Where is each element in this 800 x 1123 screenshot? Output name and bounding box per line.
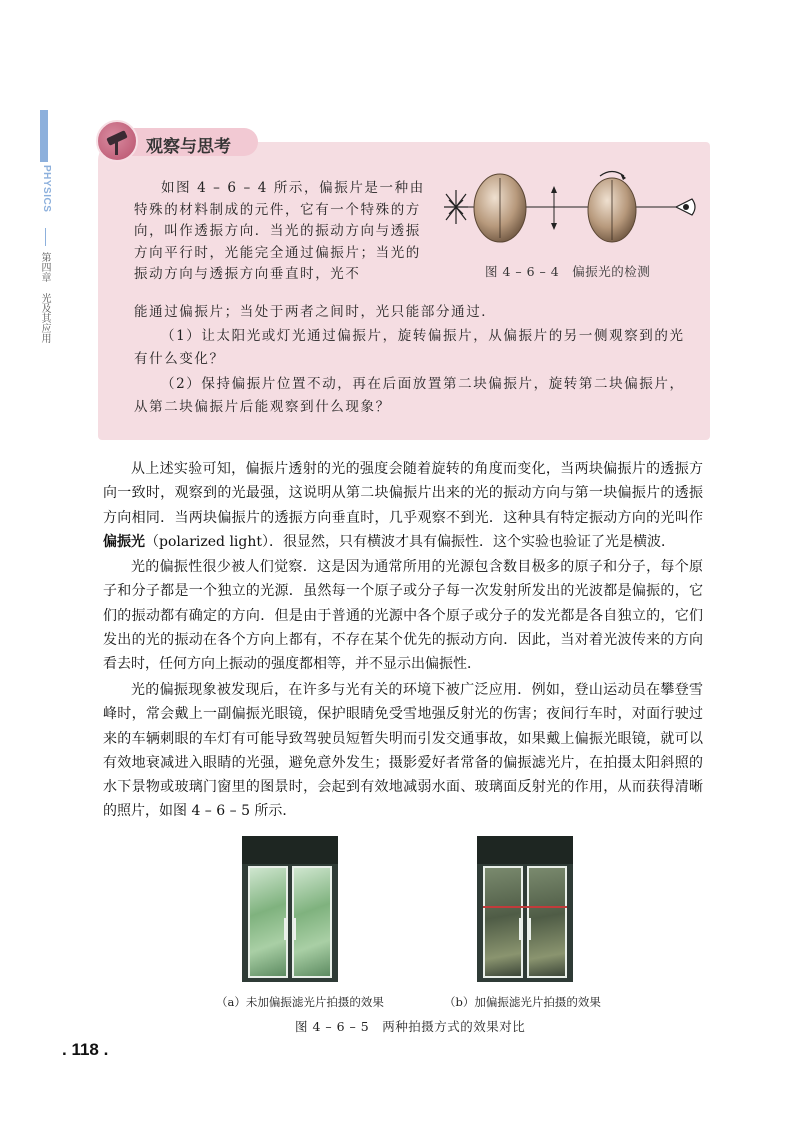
body-paragraph-3 (103, 678, 703, 824)
figure-4-6-5-caption: 图 4 – 6 – 5 两种拍摄方式的效果对比 (295, 1019, 526, 1034)
paragraph-1-text (103, 457, 703, 554)
body-paragraph-1 (103, 457, 703, 554)
paragraph-3-text: 光的偏振现象被发现后，在许多与光有关的环境下被广泛应用．例如，登山运动员在攀登雪峰时，常会戴上一副偏振光眼镜，保护眼睛免受雪地强反射光的伤害；夜间行车时，对面行驶过来的车辆刺眼的车灯有可能导致驾驶员短暂失明而引发交通事故，如果戴上偏振光眼镜，就可以有效地衰减进入眼睛的光强，避免意外发生；摄影爱好者常备的偏振滤光片，在拍摄太阳斜照的水下景物或玻璃门窗里的图景时，会起到有效地减弱水面、玻璃面反射光的作用，从而获得清晰的照片，如图 4 – 6 – 5 所示． (103, 682, 703, 820)
photo-without-filter (242, 836, 338, 982)
light-source-icon (444, 190, 468, 224)
page-number: . 118 . (62, 1040, 109, 1059)
observe-think-header (96, 118, 256, 160)
p1-after: （polarized light）．很显然，只有横波才具有偏振性．这个实验也验证了光是横波． (145, 533, 676, 550)
box-title: 观察与思考 (146, 137, 231, 157)
side-brand-label: PHYSICS (41, 165, 52, 213)
paragraph-2-text: 光的偏振性很少被人们觉察．这是因为通常所用的光源包含数目极多的原子和分子，每个原子和分子都是一个独立的光源．虽然每一个原子或分子每一次发射所发出的光波都是偏振的，它们的振动都有确定的方向．但是由于普通的光源中各个原子或分子的发光都是各自独立的，它们发出的光的振动在各个方向上都有，不存在某个优先的振动方向．因此，当对着光波传来的方向看去时，任何方向上振动的强度都相等，并不显示出偏振性． (103, 559, 703, 673)
term-polarized-light: 偏振光 (103, 533, 145, 550)
body-paragraph-2 (103, 555, 703, 676)
eye-icon (676, 199, 695, 215)
side-subject-label: 光及其应用 (39, 293, 50, 343)
side-tab-bar (40, 110, 48, 162)
photo-with-filter (477, 836, 573, 982)
p1-before: 从上述实验可知，偏振片透射的光的强度会随着旋转的角度而变化，当两块偏振片的透振方向一致时，观察到的光最强，这说明从第二块偏振片出来的光的振动方向与第一块偏振片的透振方向相同．当两块偏振片的透振方向垂直时，几乎观察不到光．这种具有特定振动方向的光叫作 (103, 461, 703, 526)
telescope-icon (96, 120, 138, 162)
polarizer-detection-figure (440, 168, 700, 264)
box-intro-tail: 能通过偏振片；当处于两者之间时，光只能部分通过． (134, 304, 497, 320)
side-chapter-label: 第四章 (39, 252, 50, 282)
figure-caption-a: （a）未加偏振滤光片拍摄的效果 (216, 995, 384, 1009)
box-question-1: （1）让太阳光或灯光通过偏振片，旋转偏振片，从偏振片的另一侧观察到的光有什么变化？ (134, 328, 685, 367)
figure-4-6-4-caption: 图 4 – 6 – 4 偏振光的检测 (485, 264, 651, 279)
box-intro-text: 如图 4 – 6 – 4 所示，偏振片是一种由特殊的材料制成的元件，它有一个特殊的方向，叫作透振方向．当光的振动方向与透振方向平行时，光能完全通过偏振片；当光的振动方向与透振方向垂直时，光不 (134, 180, 425, 282)
side-divider (45, 228, 46, 246)
figure-caption-b: （b）加偏振滤光片拍摄的效果 (444, 995, 601, 1009)
box-question-2: （2）保持偏振片位置不动，再在后面放置第二块偏振片，旋转第二块偏振片，从第二块偏振片后能观察到什么现象？ (134, 376, 685, 415)
